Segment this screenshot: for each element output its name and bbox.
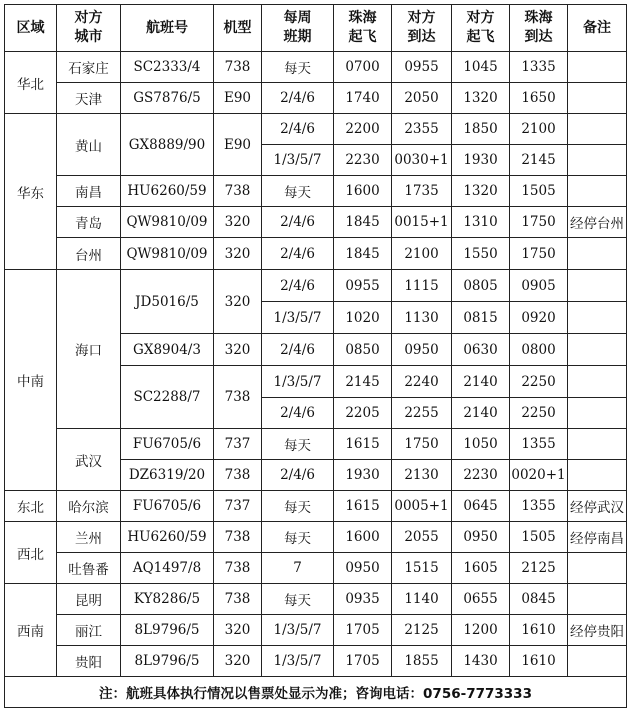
remark-cell [568,176,627,207]
dest-dep-cell: 2230 [452,460,510,491]
schedule-container [4,4,627,708]
zh-arr-cell: 1505 [510,522,568,553]
days-cell: 2/4/6 [262,270,334,302]
table-row [5,114,627,145]
table-row [5,553,627,584]
region-cell: 中南 [5,270,57,491]
dest-dep-cell: 0805 [452,270,510,302]
days-cell: 每天 [262,429,334,460]
header-row [5,5,627,52]
zh-arr-cell: 2100 [510,114,568,145]
header-aircraft: 机型 [214,5,262,52]
city-cell: 黄山 [57,114,121,176]
header-flight: 航班号 [121,5,214,52]
flight-cell: GX8904/3 [121,334,214,366]
zh-arr-cell: 1610 [510,615,568,646]
dest-arr-cell: 0030+1 [392,145,452,176]
dest-dep-cell: 1430 [452,646,510,677]
city-cell: 贵阳 [57,646,121,677]
dest-arr-cell: 1735 [392,176,452,207]
zh-arr-cell: 1355 [510,429,568,460]
table-row [5,522,627,553]
table-row [5,52,627,83]
days-cell: 1/3/5/7 [262,646,334,677]
dest-dep-cell: 1850 [452,114,510,145]
remark-cell: 经停贵阳 [568,615,627,646]
zh-arr-cell: 1505 [510,176,568,207]
dest-arr-cell: 0955 [392,52,452,83]
zh-dep-cell: 1600 [334,522,392,553]
table-row [5,429,627,460]
flight-cell: HU6260/59 [121,176,214,207]
dest-dep-cell: 0630 [452,334,510,366]
remark-cell [568,646,627,677]
region-cell: 华东 [5,114,57,270]
dest-arr-cell: 1140 [392,584,452,615]
flight-cell: GS7876/5 [121,83,214,114]
remark-cell: 经停南昌 [568,522,627,553]
header-dest-arr: 对方到达 [392,5,452,52]
days-cell: 1/3/5/7 [262,302,334,334]
flight-cell: FU6705/6 [121,491,214,522]
dest-arr-cell: 2130 [392,460,452,491]
dest-arr-cell: 2255 [392,398,452,429]
aircraft-cell: 737 [214,491,262,522]
city-cell: 武汉 [57,429,121,491]
dest-dep-cell: 1320 [452,176,510,207]
header-dest-dep: 对方起飞 [452,5,510,52]
dest-dep-cell: 1050 [452,429,510,460]
days-cell: 1/3/5/7 [262,366,334,398]
aircraft-cell: E90 [214,83,262,114]
flight-cell: QW9810/09 [121,207,214,238]
zh-arr-cell: 1650 [510,83,568,114]
days-cell: 7 [262,553,334,584]
city-cell: 吐鲁番 [57,553,121,584]
days-cell: 2/4/6 [262,238,334,270]
days-cell: 每天 [262,176,334,207]
zh-arr-cell: 2145 [510,145,568,176]
dest-arr-cell: 2100 [392,238,452,270]
remark-cell [568,584,627,615]
remark-cell [568,366,627,398]
dest-dep-cell: 1200 [452,615,510,646]
dest-arr-cell: 2240 [392,366,452,398]
remark-cell [568,553,627,584]
zh-dep-cell: 1740 [334,83,392,114]
city-cell: 青岛 [57,207,121,238]
days-cell: 2/4/6 [262,83,334,114]
flight-cell: JD5016/5 [121,270,214,334]
remark-cell [568,270,627,302]
table-row [5,207,627,238]
table-row [5,646,627,677]
schedule-body [5,52,627,677]
flight-cell: 8L9796/5 [121,615,214,646]
aircraft-cell: 738 [214,176,262,207]
dest-arr-cell: 2055 [392,522,452,553]
aircraft-cell: 320 [214,334,262,366]
flight-cell: GX8889/90 [121,114,214,176]
city-cell: 石家庄 [57,52,121,83]
dest-dep-cell: 0950 [452,522,510,553]
city-cell: 南昌 [57,176,121,207]
zh-arr-cell: 1335 [510,52,568,83]
remark-cell [568,398,627,429]
flight-cell: DZ6319/20 [121,460,214,491]
zh-arr-cell: 0845 [510,584,568,615]
dest-arr-cell: 2355 [392,114,452,145]
days-cell: 2/4/6 [262,460,334,491]
days-cell: 1/3/5/7 [262,145,334,176]
dest-arr-cell: 1130 [392,302,452,334]
table-row [5,83,627,114]
zh-dep-cell: 1600 [334,176,392,207]
zh-arr-cell: 0920 [510,302,568,334]
zh-dep-cell: 0700 [334,52,392,83]
dest-dep-cell: 0815 [452,302,510,334]
zh-arr-cell: 2125 [510,553,568,584]
header-city: 对方城市 [57,5,121,52]
dest-dep-cell: 0645 [452,491,510,522]
dest-arr-cell: 2125 [392,615,452,646]
aircraft-cell: 320 [214,207,262,238]
flight-cell: QW9810/09 [121,238,214,270]
table-row [5,176,627,207]
days-cell: 每天 [262,584,334,615]
zh-dep-cell: 2230 [334,145,392,176]
dest-arr-cell: 1515 [392,553,452,584]
remark-cell [568,334,627,366]
zh-arr-cell: 1750 [510,238,568,270]
zh-dep-cell: 0950 [334,553,392,584]
table-row [5,615,627,646]
remark-cell [568,114,627,145]
aircraft-cell: 320 [214,646,262,677]
table-row [5,270,627,302]
region-cell: 西南 [5,584,57,677]
zh-dep-cell: 0935 [334,584,392,615]
aircraft-cell: 738 [214,52,262,83]
header-weekly: 每周班期 [262,5,334,52]
table-row [5,491,627,522]
flight-cell: SC2333/4 [121,52,214,83]
zh-arr-cell: 1355 [510,491,568,522]
dest-arr-cell: 1750 [392,429,452,460]
header-zh-arr: 珠海到达 [510,5,568,52]
flight-cell: AQ1497/8 [121,553,214,584]
flight-cell: SC2288/7 [121,366,214,429]
days-cell: 2/4/6 [262,334,334,366]
zh-dep-cell: 0955 [334,270,392,302]
flight-cell: KY8286/5 [121,584,214,615]
zh-dep-cell: 0850 [334,334,392,366]
dest-dep-cell: 2140 [452,398,510,429]
aircraft-cell: 320 [214,615,262,646]
dest-arr-cell: 0015+1 [392,207,452,238]
aircraft-cell: 737 [214,429,262,460]
dest-arr-cell: 1855 [392,646,452,677]
zh-arr-cell: 1750 [510,207,568,238]
zh-dep-cell: 1615 [334,491,392,522]
zh-dep-cell: 1705 [334,646,392,677]
remark-cell [568,460,627,491]
dest-dep-cell: 1930 [452,145,510,176]
city-cell: 丽江 [57,615,121,646]
zh-dep-cell: 1615 [334,429,392,460]
zh-dep-cell: 1845 [334,238,392,270]
dest-dep-cell: 1310 [452,207,510,238]
aircraft-cell: 738 [214,460,262,491]
dest-arr-cell: 1115 [392,270,452,302]
footer-row [5,677,627,708]
dest-dep-cell: 1320 [452,83,510,114]
remark-cell [568,238,627,270]
remark-cell [568,52,627,83]
zh-dep-cell: 1020 [334,302,392,334]
remark-cell [568,429,627,460]
header-region: 区域 [5,5,57,52]
aircraft-cell: 320 [214,270,262,334]
aircraft-cell: 738 [214,366,262,429]
dest-arr-cell: 0950 [392,334,452,366]
city-cell: 昆明 [57,584,121,615]
flight-schedule-table [4,4,627,708]
zh-dep-cell: 2200 [334,114,392,145]
flight-cell: HU6260/59 [121,522,214,553]
region-cell: 东北 [5,491,57,522]
city-cell: 海口 [57,270,121,429]
footer-note: 注：航班具体执行情况以售票处显示为准；咨询电话：0756-7773333 [5,677,627,708]
city-cell: 天津 [57,83,121,114]
zh-dep-cell: 2205 [334,398,392,429]
flight-cell: 8L9796/5 [121,646,214,677]
days-cell: 每天 [262,522,334,553]
zh-arr-cell: 2250 [510,398,568,429]
dest-dep-cell: 1045 [452,52,510,83]
aircraft-cell: 738 [214,522,262,553]
aircraft-cell: 738 [214,584,262,615]
remark-cell [568,83,627,114]
zh-arr-cell: 2250 [510,366,568,398]
remark-cell [568,145,627,176]
city-cell: 台州 [57,238,121,270]
days-cell: 1/3/5/7 [262,615,334,646]
zh-arr-cell: 0800 [510,334,568,366]
dest-arr-cell: 0005+1 [392,491,452,522]
days-cell: 每天 [262,52,334,83]
zh-arr-cell: 0905 [510,270,568,302]
city-cell: 哈尔滨 [57,491,121,522]
region-cell: 西北 [5,522,57,584]
days-cell: 2/4/6 [262,398,334,429]
header-zh-dep: 珠海起飞 [334,5,392,52]
region-cell: 华北 [5,52,57,114]
city-cell: 兰州 [57,522,121,553]
days-cell: 每天 [262,491,334,522]
days-cell: 2/4/6 [262,114,334,145]
aircraft-cell: E90 [214,114,262,176]
remark-cell [568,302,627,334]
zh-dep-cell: 1705 [334,615,392,646]
zh-dep-cell: 2145 [334,366,392,398]
aircraft-cell: 738 [214,553,262,584]
dest-dep-cell: 1605 [452,553,510,584]
zh-arr-cell: 0020+1 [510,460,568,491]
aircraft-cell: 320 [214,238,262,270]
remark-cell: 经停台州 [568,207,627,238]
flight-cell: FU6705/6 [121,429,214,460]
table-row [5,584,627,615]
dest-arr-cell: 2050 [392,83,452,114]
dest-dep-cell: 1550 [452,238,510,270]
table-row [5,238,627,270]
remark-cell: 经停武汉 [568,491,627,522]
dest-dep-cell: 2140 [452,366,510,398]
header-remark: 备注 [568,5,627,52]
zh-dep-cell: 1845 [334,207,392,238]
zh-dep-cell: 1930 [334,460,392,491]
days-cell: 2/4/6 [262,207,334,238]
zh-arr-cell: 1610 [510,646,568,677]
dest-dep-cell: 0655 [452,584,510,615]
